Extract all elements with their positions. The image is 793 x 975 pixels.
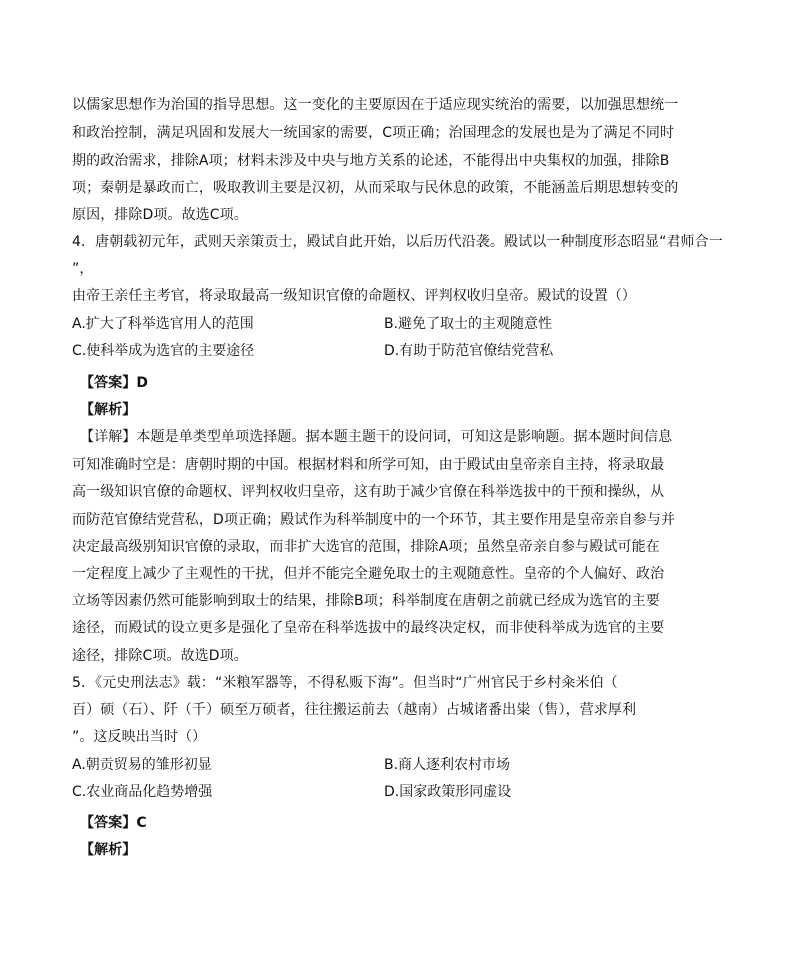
q4-option-d: D.有助于防范官僚结党营私 xyxy=(384,343,554,359)
q4-detail-line: 一定程度上减少了主观性的干扰，但并不能完全避免取士的主观随意性。皇帝的个人偏好、政治 xyxy=(72,566,665,582)
q4-analysis-label: 【解析】 xyxy=(80,402,137,418)
q4-detail-line: 而防范官僚结党营私，D项正确；殿试作为科举制度中的一个环节，其主要作用是皇帝亲自参与并 xyxy=(72,512,676,528)
q4-detail-line: 途径，而殿试的设立更多是强化了皇帝在科举选拔中的最终决定权，而非使科举成为选官的主要 xyxy=(72,620,665,636)
q5-analysis-label: 【解析】 xyxy=(80,842,137,858)
q4-option-c: C.使科举成为选官的主要途径 xyxy=(72,343,255,359)
q4-option-b: B.避免了取士的主观随意性 xyxy=(384,316,553,332)
q4-detail-line: 可知准确时空是：唐朝时期的中国。根据材料和所学可知，由于殿试由皇帝亲自主持，将录取最 xyxy=(72,457,665,473)
question-4-stem: 由帝王亲任主考官，将录取最高一级知识官僚的命题权、评判权收归皇帝。殿试的设置（） xyxy=(72,288,636,304)
paragraph-line: 期的政治需求，排除A项；材料未涉及中央与地方关系的论述，不能得出中央集权的加强，排除B xyxy=(72,153,670,169)
q4-detail-line: 高一级知识官僚的命题权、评判权收归皇帝，这有助于减少官僚在科举选拔中的干预和操纵，从 xyxy=(72,484,665,500)
q4-detail-line: 决定最高级别知识官僚的录取，而非扩大选官的范围，排除A项；虽然皇帝亲自参与殿试可能在 xyxy=(72,539,660,555)
question-5-stem: 百）硕（石）、阡（千）硕至万硕者，往往搬运前去（越南）占城诸番出粜（售），营求厚利 xyxy=(72,702,637,718)
q5-option-c: C.农业商品化趋势增强 xyxy=(72,784,213,800)
paragraph-line: 项；秦朝是暴政而亡，吸取教训主要是汉初，从而采取与民休息的政策，不能涵盖后期思想转变的 xyxy=(72,180,679,196)
q5-option-d: D.国家政策形同虚设 xyxy=(384,784,512,800)
question-4-stem: 4．唐朝载初元年，武则天亲策贡士，殿试自此开始，以后历代沿袭。殿试以一种制度形态昭显“君师合一 xyxy=(72,234,723,250)
question-4-stem: ”， xyxy=(72,261,94,277)
q4-detail-line: 途径，排除C项。故选D项。 xyxy=(72,648,248,664)
paragraph-line: 和政治控制，满足巩固和发展大一统国家的需要，C项正确；治国理念的发展也是为了满足不同时 xyxy=(72,125,675,141)
paragraph-line: 以儒家思想作为治国的指导思想。这一变化的主要原因在于适应现实统治的需要，以加强思想统一 xyxy=(72,97,679,113)
q5-option-b: B.商人逐利农村市场 xyxy=(384,757,511,773)
q4-detail-line: 【详解】本题是单类型单项选择题。据本题主题干的设问词，可知这是影响题。据本题时间信息 xyxy=(80,429,673,445)
paragraph-line: 原因，排除D项。故选C项。 xyxy=(72,207,248,223)
q4-option-a: A.扩大了科举选官用人的范围 xyxy=(72,316,254,332)
q4-detail-line: 立场等因素仍然可能影响到取士的结果，排除B项；科举制度在唐朝之前就已经成为选官的主要 xyxy=(72,593,660,609)
question-5-stem: 5．《元史刑法志》载：“米粮军器等，不得私贩下海”。但当时“广州官民于乡村籴米伯（ xyxy=(72,675,618,691)
question-5-stem: ”。这反映出当时（） xyxy=(72,729,207,745)
q5-answer: 【答案】C xyxy=(80,815,147,831)
q5-option-a: A.朝贡贸易的雏形初显 xyxy=(72,757,212,773)
q4-answer: 【答案】D xyxy=(80,375,149,391)
